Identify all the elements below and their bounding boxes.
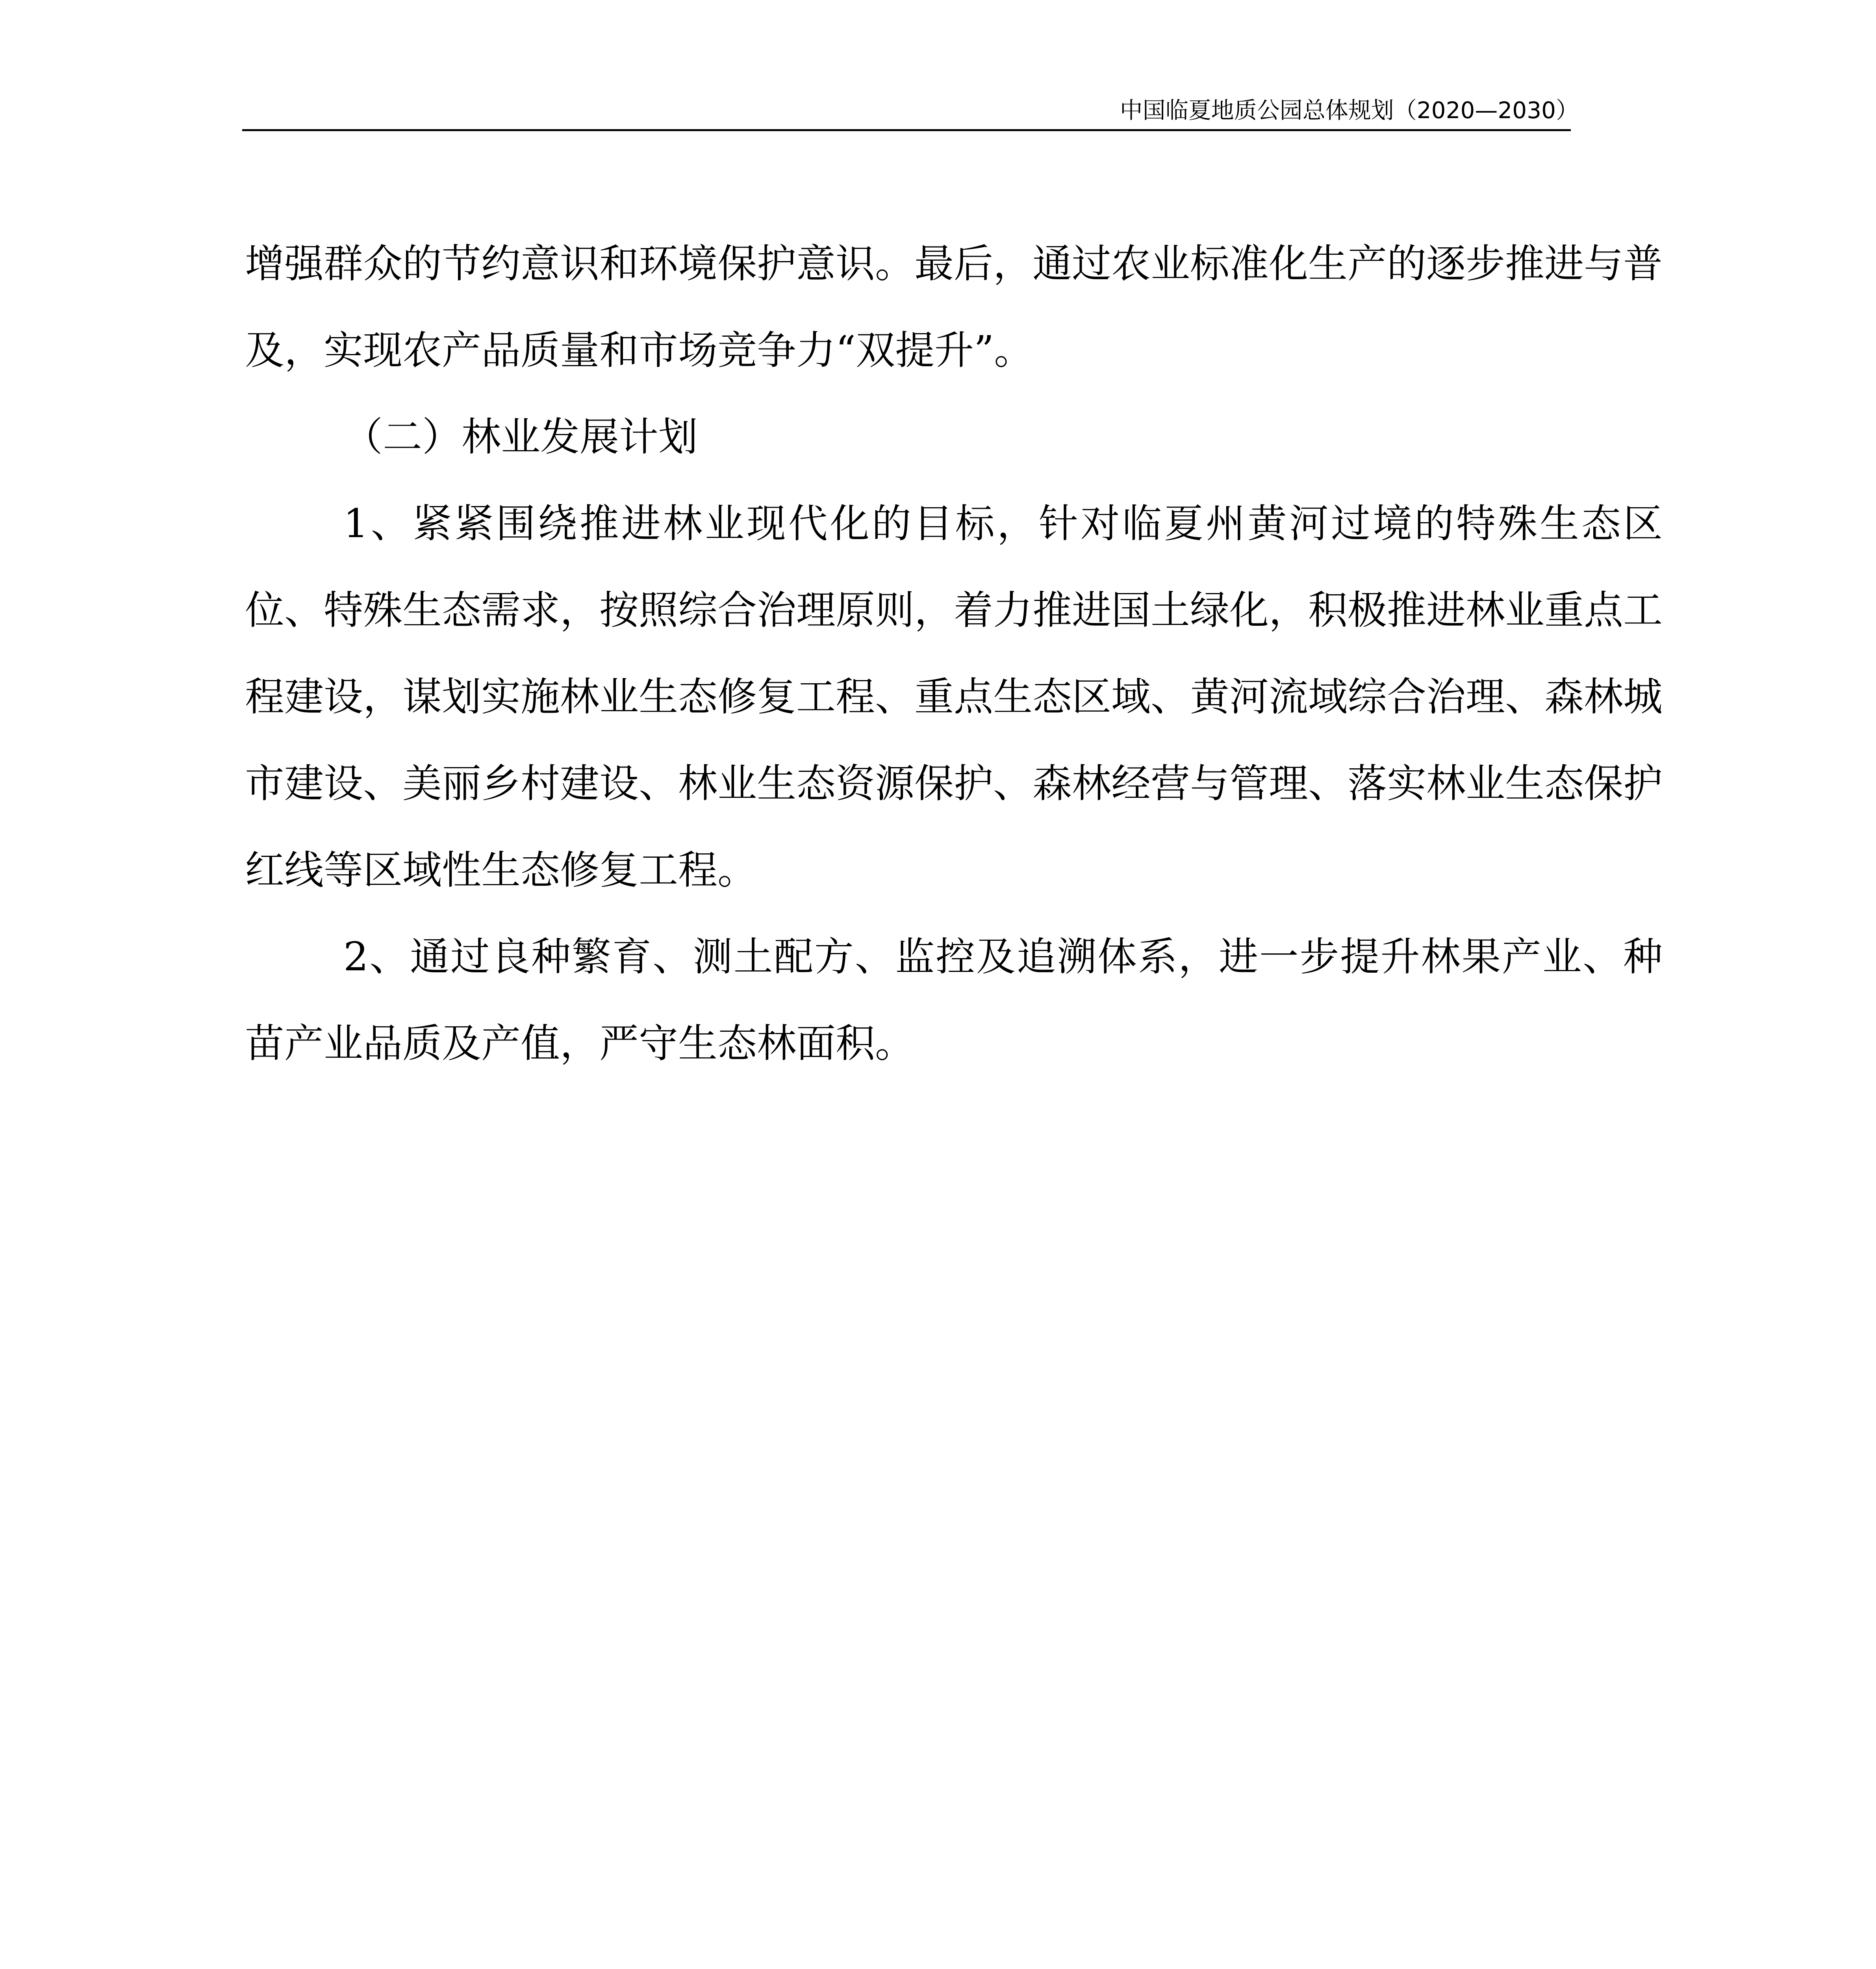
section-heading: （二）林业发展计划 [343,414,698,460]
running-header: 中国临夏地质公园总体规划（2020—2030） [1120,97,1579,124]
paragraph-item-2: 2、通过良种繁育、测土配方、监控及追溯体系，进一步提升林果产业、种苗产业品质及产值，严守生态林面积。 [245,934,1663,1066]
paragraph-item-1: 1、紧紧围绕推进林业现代化的目标，针对临夏州黄河过境的特殊生态区位、特殊生态需求，按照综合治理原则，着力推进国土绿化，积极推进林业重点工程建设，谋划实施林业生态修复工程、重点生态区域、黄河流域综合治理、森林城市建设、美丽乡村建设、林业生态资源保护、森林经营与管理、落实林业生态保护红线等区域性生态修复工程。 [245,501,1663,893]
body-text [245,221,1663,1087]
paragraph-continuation: 增强群众的节约意识和环境保护意识。最后，通过农业标准化生产的逐步推进与普及，实现农产品质量和市场竞争力“双提升”。 [245,241,1663,373]
header-rule [242,129,1571,131]
